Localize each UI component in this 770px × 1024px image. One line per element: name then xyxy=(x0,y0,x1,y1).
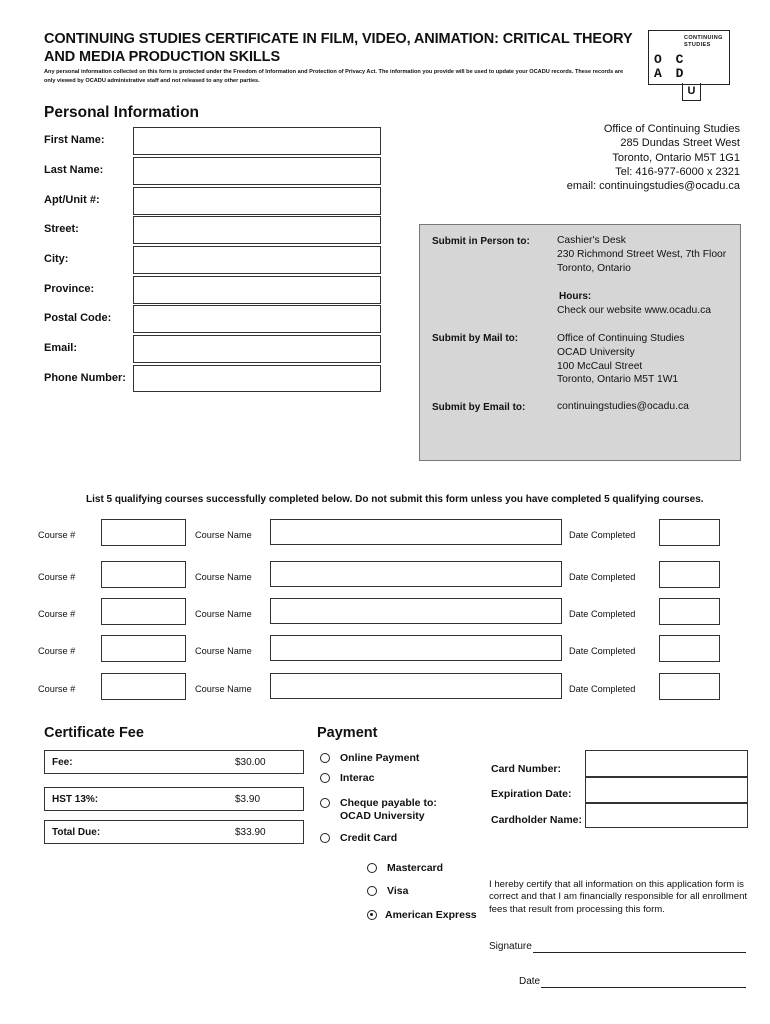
cheque-payee: OCAD University xyxy=(340,810,425,822)
field-label: Last Name: xyxy=(44,164,104,176)
privacy-notice: Any personal information collected on this form is protected under the Freedom of Information and Protection of Privacy Act. The information you provide will be used to update your OCADU records. These records are only viewed by OCADU administrative staff and not released to any other parties. xyxy=(44,69,624,84)
hours-label: Hours: xyxy=(559,291,592,302)
fee-label: Total Due: xyxy=(52,827,101,838)
fee-amount: $30.00 xyxy=(235,757,266,768)
submit-email-address: continuingstudies@ocadu.ca xyxy=(557,401,689,412)
expiration-date-input[interactable] xyxy=(585,777,748,803)
option-credit-card-label: Credit Card xyxy=(340,832,398,844)
logo-letters-ad: A D xyxy=(654,66,687,81)
card-amex-label: American Express xyxy=(385,909,477,921)
field-label: Street: xyxy=(44,223,79,235)
text-input[interactable] xyxy=(133,157,381,185)
fee-amount: $3.90 xyxy=(235,794,261,805)
field-label: Email: xyxy=(44,342,78,354)
fee-row xyxy=(44,750,304,774)
submit-in-person-address: Cashier's Desk 230 Richmond Street West, 7th Floor Toronto, Ontario xyxy=(557,235,727,274)
date-completed-input[interactable] xyxy=(659,519,720,546)
logo-continuing-studies: CONTINUING STUDIES xyxy=(684,35,723,48)
text-input[interactable] xyxy=(133,246,381,274)
course-name-label: Course Name xyxy=(195,609,252,619)
text-input[interactable] xyxy=(133,276,381,304)
card-number-input[interactable] xyxy=(585,750,748,777)
office-street: 285 Dundas Street West xyxy=(620,137,740,150)
certification-text: I hereby certify that all information on this application form is correct and that I am financially responsible for all enrollment fees that result from processing this form. xyxy=(489,879,748,915)
option-interac-label: Interac xyxy=(340,772,375,784)
radio-online-payment[interactable] xyxy=(320,753,330,763)
form-title: CONTINUING STUDIES CERTIFICATE IN FILM, VIDEO, ANIMATION: CRITICAL THEORY AND MEDIA PRODUCTION SKILLS xyxy=(44,31,633,65)
field-label: Phone Number: xyxy=(44,372,126,384)
course-name-label: Course Name xyxy=(195,572,252,582)
course-number-label: Course # xyxy=(38,572,76,582)
radio-interac[interactable] xyxy=(320,773,330,783)
course-number-input[interactable] xyxy=(101,635,186,662)
office-city: Toronto, Ontario M5T 1G1 xyxy=(612,151,740,164)
office-tel: Tel: 416-977-6000 x 2321 xyxy=(615,165,740,178)
course-row xyxy=(0,519,770,547)
course-row xyxy=(0,561,770,589)
date-completed-input[interactable] xyxy=(659,673,720,700)
payment-heading: Payment xyxy=(317,725,378,741)
field-label: Province: xyxy=(44,283,95,295)
cardholder-name-label: Cardholder Name: xyxy=(491,814,583,826)
course-row xyxy=(0,673,770,701)
date-completed-label: Date Completed xyxy=(569,530,636,540)
radio-credit-card[interactable] xyxy=(320,833,330,843)
radio-american-express[interactable] xyxy=(367,910,377,920)
field-label: City: xyxy=(44,253,69,265)
course-name-input[interactable] xyxy=(270,598,562,624)
hours-value: Check our website www.ocadu.ca xyxy=(557,305,711,316)
field-label: Apt/Unit #: xyxy=(44,194,100,206)
date-line[interactable] xyxy=(541,987,746,988)
radio-mastercard[interactable] xyxy=(367,863,377,873)
radio-visa[interactable] xyxy=(367,886,377,896)
date-completed-input[interactable] xyxy=(659,561,720,588)
course-row xyxy=(0,598,770,626)
option-online-payment-label: Online Payment xyxy=(340,752,420,764)
submit-by-mail-label: Submit by Mail to: xyxy=(432,333,519,344)
course-name-input[interactable] xyxy=(270,635,562,661)
card-mastercard-label: Mastercard xyxy=(387,862,444,874)
option-cheque-label: Cheque payable to: OCAD University xyxy=(340,797,437,822)
card-number-label: Card Number: xyxy=(491,763,562,775)
fee-label: Fee: xyxy=(52,757,73,768)
fee-row xyxy=(44,820,304,844)
office-address xyxy=(567,122,740,193)
date-completed-label: Date Completed xyxy=(569,684,636,694)
course-name-input[interactable] xyxy=(270,519,562,545)
submit-by-email-label: Submit by Email to: xyxy=(432,402,526,413)
personal-info-heading: Personal Information xyxy=(44,104,200,121)
course-number-input[interactable] xyxy=(101,519,186,546)
course-name-label: Course Name xyxy=(195,646,252,656)
course-name-input[interactable] xyxy=(270,561,562,587)
logo-letter-u: U xyxy=(682,83,701,101)
office-name: Office of Continuing Studies xyxy=(603,123,740,135)
course-number-label: Course # xyxy=(38,646,76,656)
expiration-date-label: Expiration Date: xyxy=(491,788,572,800)
text-input[interactable] xyxy=(133,335,381,363)
course-name-label: Course Name xyxy=(195,684,252,694)
text-input[interactable] xyxy=(133,305,381,333)
cardholder-name-input[interactable] xyxy=(585,803,748,828)
submit-in-person-label: Submit in Person to: xyxy=(432,236,530,247)
course-number-label: Course # xyxy=(38,530,76,540)
date-completed-label: Date Completed xyxy=(569,572,636,582)
fee-amount: $33.90 xyxy=(235,827,266,838)
course-name-input[interactable] xyxy=(270,673,562,699)
text-input[interactable] xyxy=(133,365,381,392)
text-input[interactable] xyxy=(133,216,381,244)
date-completed-input[interactable] xyxy=(659,598,720,625)
course-number-input[interactable] xyxy=(101,561,186,588)
text-input[interactable] xyxy=(133,127,381,155)
field-label: Postal Code: xyxy=(44,312,112,324)
certificate-fee-heading: Certificate Fee xyxy=(44,725,144,741)
course-number-input[interactable] xyxy=(101,598,186,625)
office-email: email: continuingstudies@ocadu.ca xyxy=(566,180,740,193)
fee-label: HST 13%: xyxy=(52,794,99,805)
courses-instruction: List 5 qualifying courses successfully completed below. Do not submit this form unless you have completed 5 qualifying courses. xyxy=(86,494,704,505)
submit-by-mail-address: Office of Continuing Studies OCAD University 100 McCaul Street Toronto, Ontario M5T 1W1 xyxy=(557,333,685,386)
date-label: Date xyxy=(519,976,541,987)
logo-letters-oc: O C xyxy=(654,52,687,67)
course-name-label: Course Name xyxy=(195,530,252,540)
course-number-label: Course # xyxy=(38,684,76,694)
signature-line[interactable] xyxy=(533,952,746,953)
date-completed-label: Date Completed xyxy=(569,609,636,619)
date-completed-label: Date Completed xyxy=(569,646,636,656)
field-label: First Name: xyxy=(44,134,105,146)
radio-cheque[interactable] xyxy=(320,798,330,808)
date-completed-input[interactable] xyxy=(659,635,720,662)
course-row xyxy=(0,635,770,663)
course-number-label: Course # xyxy=(38,609,76,619)
card-visa-label: Visa xyxy=(387,885,409,897)
fee-row xyxy=(44,787,304,811)
text-input[interactable] xyxy=(133,187,381,215)
signature-label: Signature xyxy=(489,941,532,952)
course-number-input[interactable] xyxy=(101,673,186,700)
